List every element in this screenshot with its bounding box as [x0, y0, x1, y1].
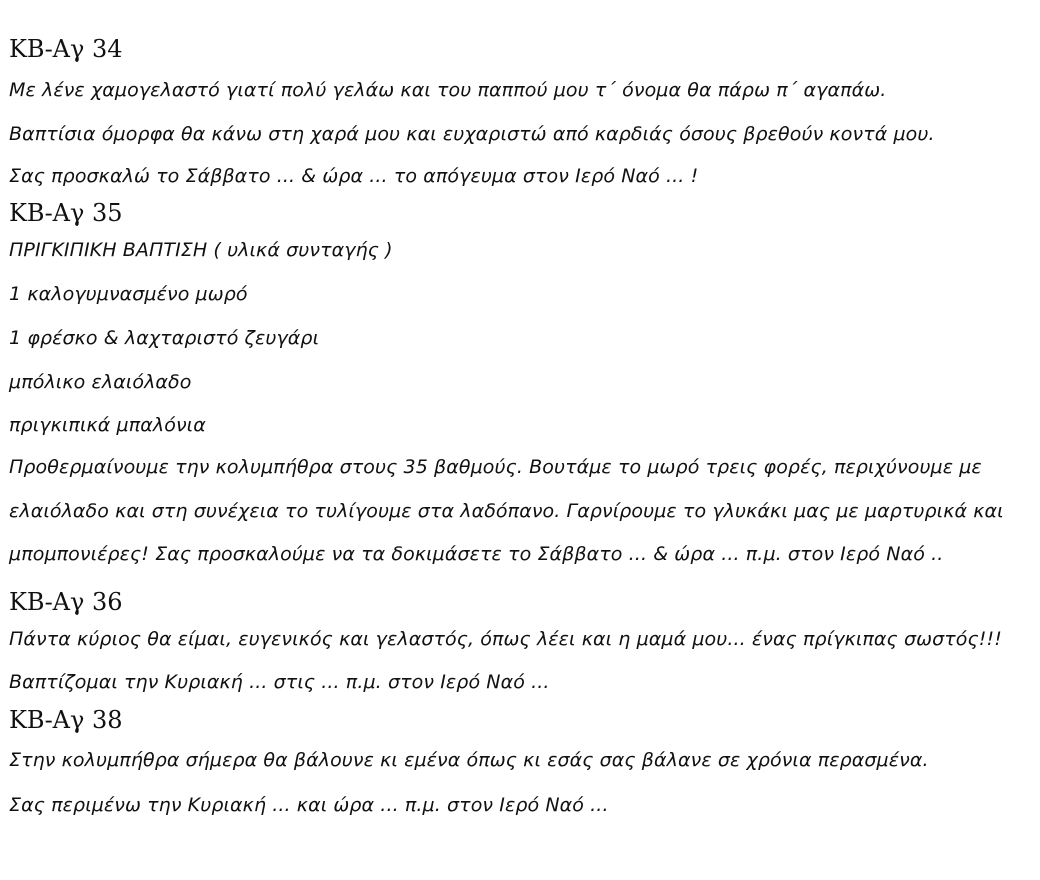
text-line: Στην κολυμπήθρα σήμερα θα βάλουνε κι εμένα όπως κι εσάς σας βάλανε σε χρόνια περασμένα.: [9, 749, 929, 771]
text-line: Πάντα κύριος θα είμαι, ευγενικός και γελαστός, όπως λέει και η μαμά μου... ένας πρίγκιπας σωστός!!!: [9, 628, 1002, 650]
text-line: πριγκιπικά μπαλόνια: [9, 414, 206, 436]
text-line: μπομπονιέρες! Σας προσκαλούμε να τα δοκιμάσετε το Σάββατο ... & ώρα ... π.μ. στον Ιερό Ναό ..: [9, 543, 944, 565]
text-line: Σας περιμένω την Κυριακή ... και ώρα ... π.μ. στον Ιερό Ναό ...: [9, 794, 609, 816]
text-line: Με λένε χαμογελαστό γιατί πολύ γελάω και του παππού μου τ΄ όνομα θα πάρω π΄ αγαπάω.: [9, 79, 887, 101]
product-code: ΚΒ-Αγ 36: [9, 588, 123, 616]
product-code: ΚΒ-Αγ 35: [9, 199, 123, 227]
text-line: Προθερμαίνουμε την κολυμπήθρα στους 35 βαθμούς. Βουτάμε το μωρό τρεις φορές, περιχύνουμε με: [9, 456, 982, 478]
product-code: ΚΒ-Αγ 38: [9, 706, 123, 734]
text-line: Σας προσκαλώ το Σάββατο ... & ώρα ... το απόγευμα στον Ιερό Ναό ... !: [9, 165, 699, 187]
text-line: Βαπτίζομαι την Κυριακή ... στις ... π.μ. στον Ιερό Ναό ...: [9, 671, 550, 693]
text-line: ελαιόλαδο και στη συνέχεια το τυλίγουμε στα λαδόπανο. Γαρνίρουμε το γλυκάκι μας με μαρτυρικά και: [9, 500, 1004, 522]
text-line: Βαπτίσια όμορφα θα κάνω στη χαρά μου και ευχαριστώ από καρδιάς όσους βρεθούν κοντά μου.: [9, 123, 935, 145]
product-code: ΚΒ-Αγ 34: [9, 35, 123, 63]
text-line: 1 φρέσκο & λαχταριστό ζευγάρι: [9, 327, 320, 349]
text-line: ΠΡΙΓΚΙΠΙΚΗ ΒΑΠΤΙΣΗ ( υλικά συνταγής ): [9, 239, 393, 261]
text-line: 1 καλογυμνασμένο μωρό: [9, 283, 248, 305]
text-line: μπόλικο ελαιόλαδο: [9, 371, 192, 393]
